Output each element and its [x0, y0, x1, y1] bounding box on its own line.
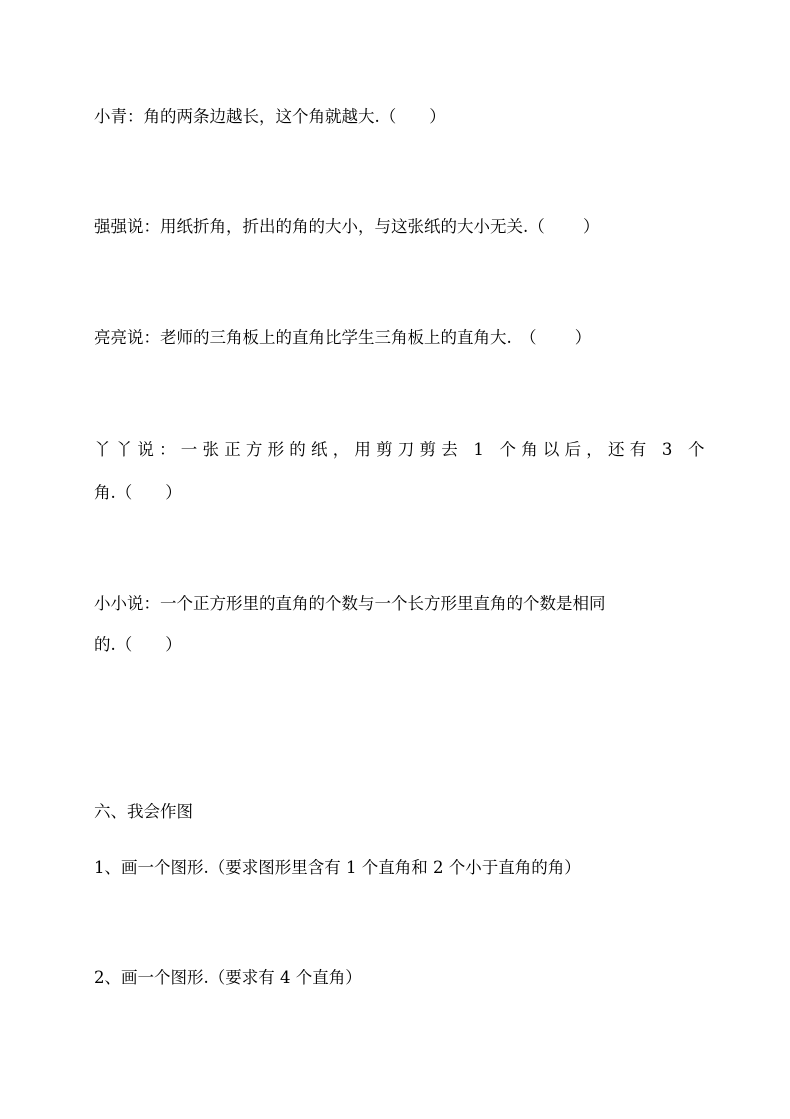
section-title: 六、我会作图 [94, 802, 193, 821]
statement-4-line-2: 角.（ ） [94, 483, 182, 502]
statement-5-line-2: 的.（ ） [94, 635, 182, 654]
statement-2: 强强说：用纸折角，折出的角的大小，与这张纸的大小无关.（ ） [94, 217, 600, 236]
task-2: 2、画一个图形.（要求有 4 个直角） [94, 968, 362, 987]
statement-1: 小青：角的两条边越长，这个角就越大.（ ） [94, 107, 446, 126]
statement-3: 亮亮说：老师的三角板上的直角比学生三角板上的直角大. （ ） [94, 328, 592, 347]
task-1: 1、画一个图形.（要求图形里含有 1 个直角和 2 个小于直角的角） [94, 858, 581, 877]
statement-5-line-1: 小小说：一个正方形里的直角的个数与一个长方形里直角的个数是相同 [94, 594, 606, 613]
statement-4-line-1: 丫丫说：一张正方形的纸，用剪刀剪去 1 个角以后，还有 3 个 [94, 440, 710, 459]
